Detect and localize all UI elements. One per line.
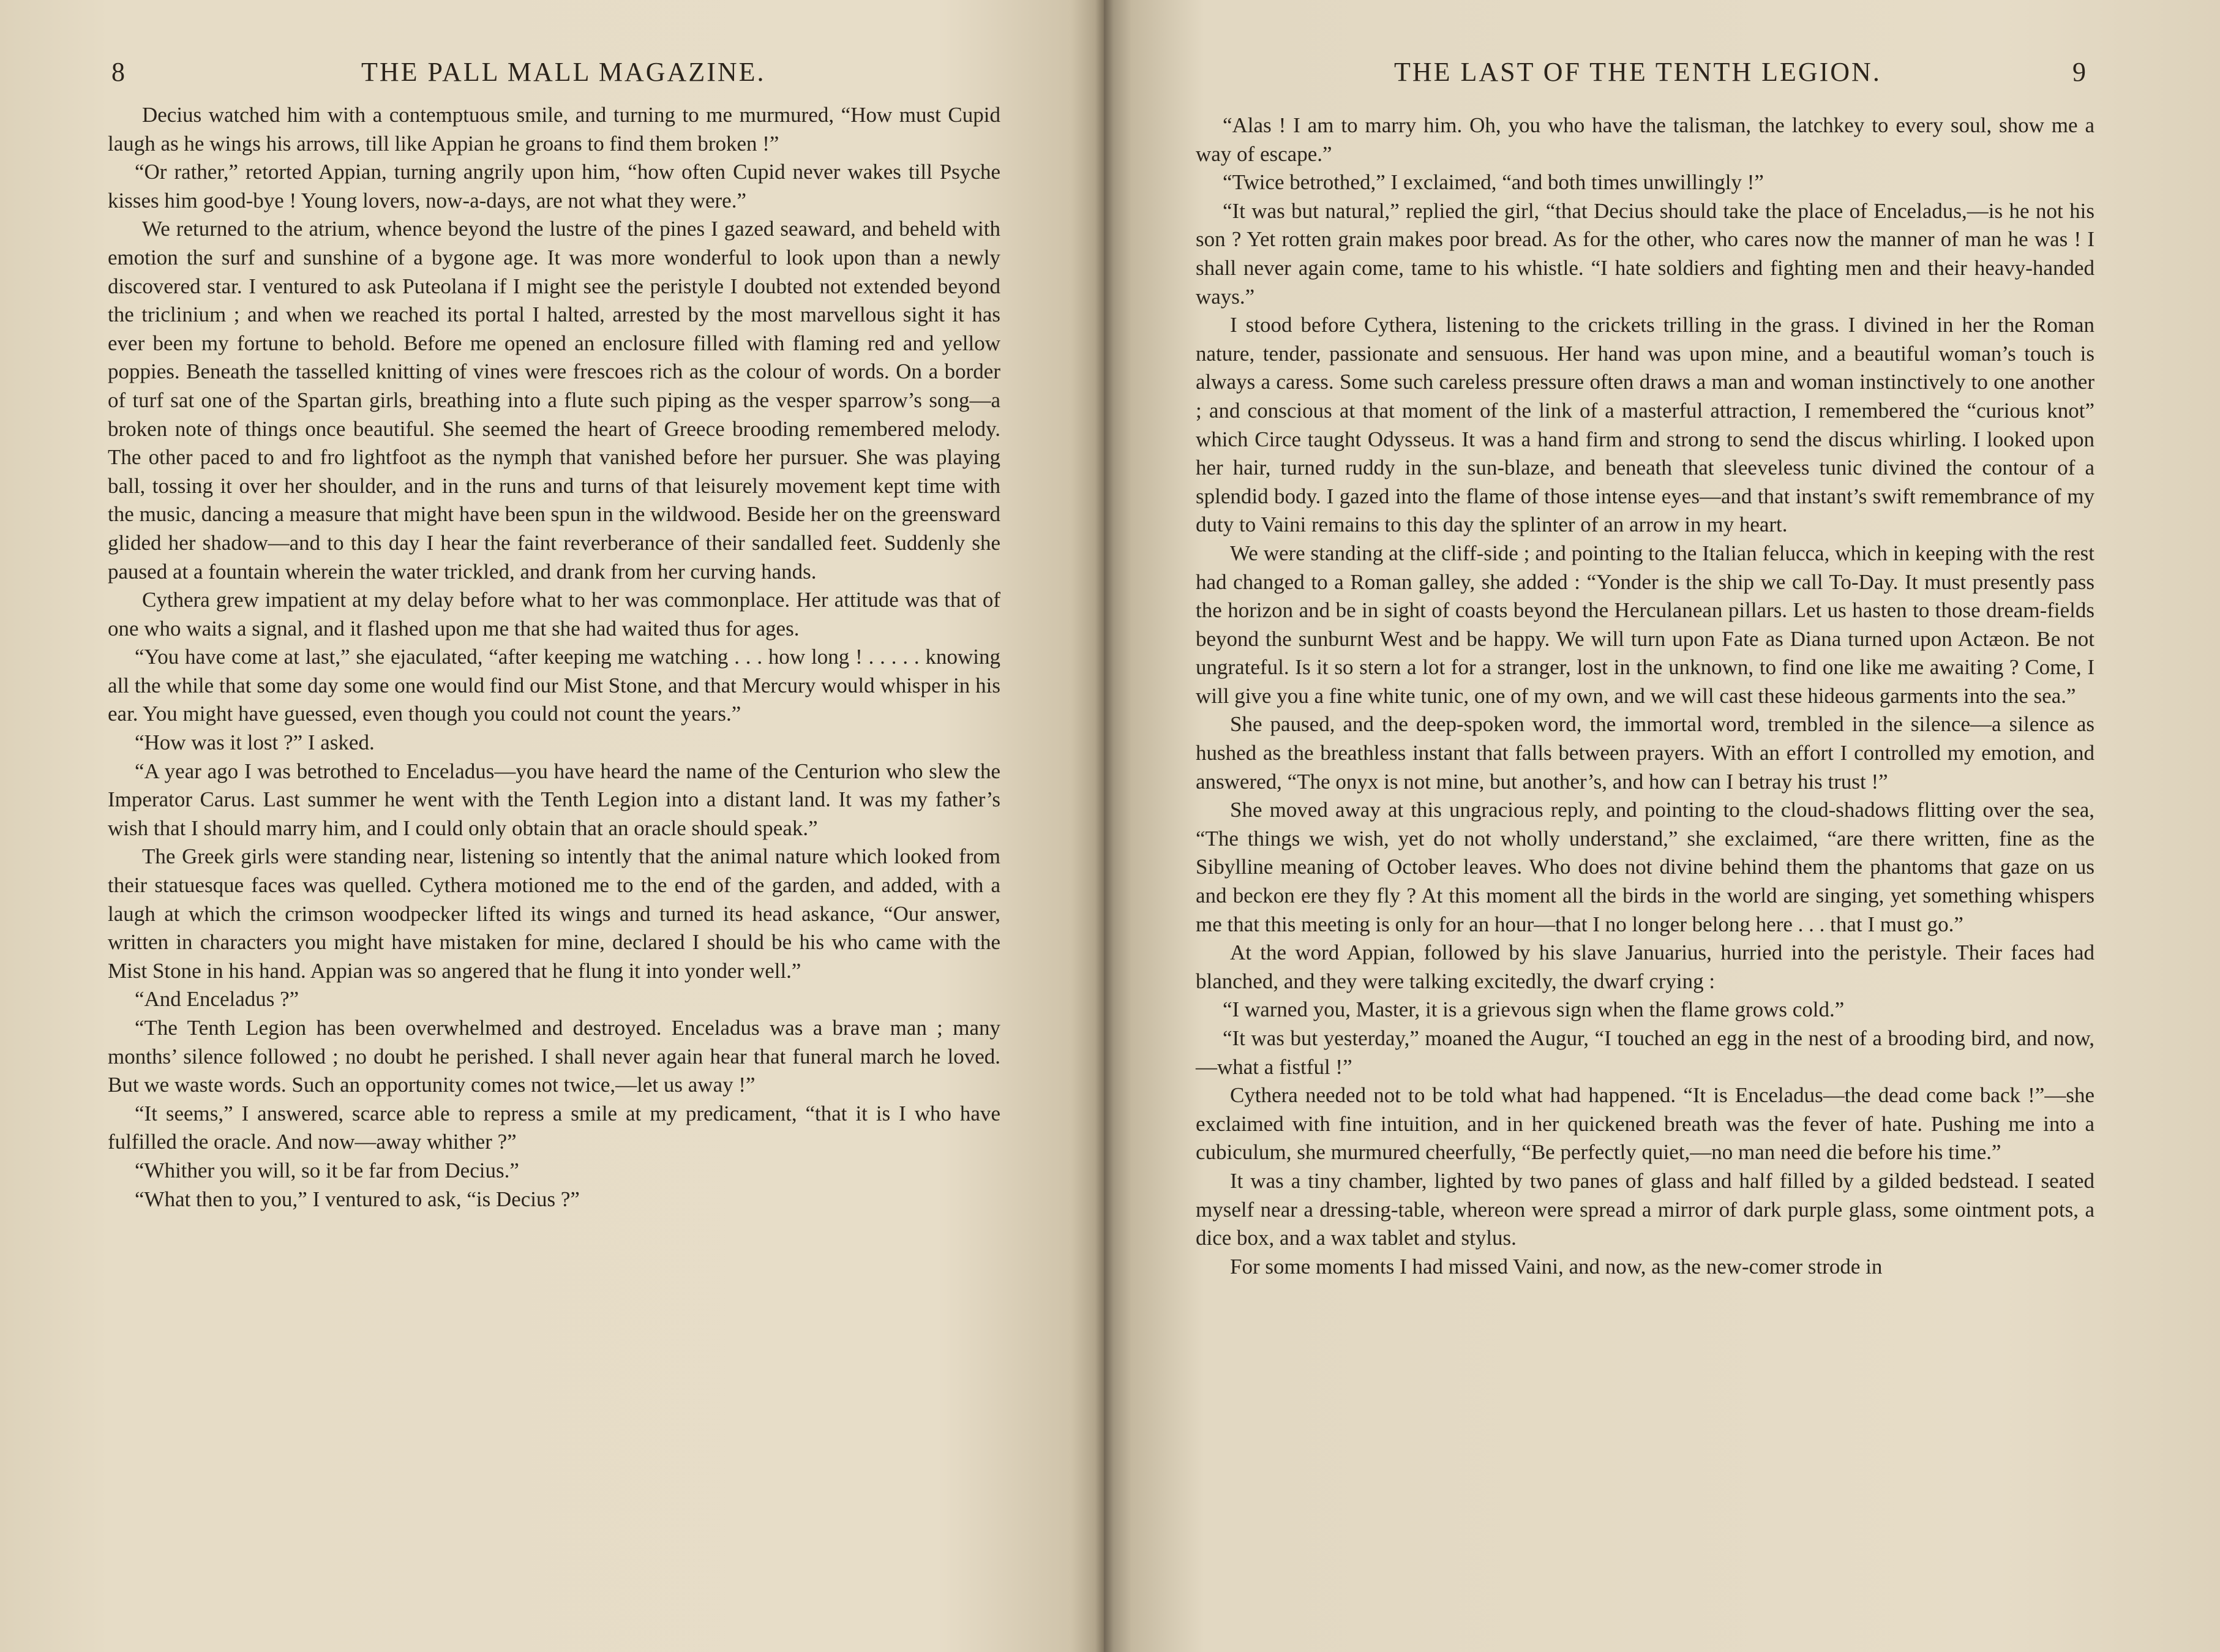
paragraph: She paused, and the deep-spoken word, the immortal word, trembled in the silence—a silence as hushed as the breathless instant that falls between prayers. With an effort I controlled my emotion, and answered, “The onyx is not mine, but another’s, and how can I betray his trust !” — [1196, 712, 2094, 794]
paragraph: “How was it lost ?” I asked. — [135, 730, 375, 755]
left-page — [0, 0, 1104, 1652]
paragraph: It was a tiny chamber, lighted by two panes of glass and half filled by a gilded bedstead. I seated myself near a dressing-table, whereon were spread a mirror of dark purple glass, some ointment pots, a dice box, and a wax tablet and stylus. — [1196, 1168, 2094, 1250]
paragraph: “Whither you will, so it be far from Decius.” — [135, 1158, 519, 1182]
book-gutter — [1095, 0, 1114, 1652]
paragraph: “Alas ! I am to marry him. Oh, you who have the talisman, the latchkey to every soul, show me a way of escape.” — [1196, 113, 2094, 166]
paragraph: “Or rather,” retorted Appian, turning angrily upon him, “how often Cupid never wakes till Psyche kisses him good-bye ! Young lovers, now-a-days, are not what they were.” — [108, 160, 1000, 212]
paragraph: Cythera needed not to be told what had happened. “It is Enceladus—the dead come back !”—she exclaimed with fine intuition, and in her quickened breath was the fever of hate. Pushing me into a cubiculum, she murmured cheerfully, “Be perfectly quiet,—no man need die before his time.” — [1196, 1083, 2094, 1165]
paragraph: “You have come at last,” she ejaculated, “after keeping me watching . . . how long ! . . . . . knowing all the while that some day some one would find our Mist Stone, and that Mercury would whisper in his ear. You might have guessed, even though you could not count the years.” — [108, 645, 1000, 726]
paragraph: “A year ago I was betrothed to Enceladus—you have heard the name of the Centurion who slew the Imperator Carus. Last summer he went with the Tenth Legion into a distant land. It was my father’s wish that I should marry him, and I could only obtain that an oracle should speak.” — [108, 759, 1000, 840]
body-text — [108, 101, 1000, 1214]
paragraph: “I warned you, Master, it is a grievous sign when the flame grows cold.” — [1223, 997, 1845, 1022]
page-number: 9 — [2072, 57, 2086, 87]
paragraph: Cythera grew impatient at my delay before what to her was commonplace. Her attitude was that of one who waits a signal, and it flashed upon me that she had waited thus for ages. — [108, 588, 1000, 640]
paragraph: “The Tenth Legion has been overwhelmed and destroyed. Enceladus was a brave man ; many months’ silence followed ; no doubt he perished. I shall never again hear that funeral march he loved. But we waste words. Such an opportunity comes not twice,—let us away !” — [108, 1016, 1000, 1097]
paragraph: “Twice betrothed,” I exclaimed, “and both times unwillingly !” — [1223, 170, 1764, 195]
body-text — [1196, 111, 2094, 1281]
running-header: THE PALL MALL MAGAZINE. — [361, 57, 766, 87]
paragraph: “What then to you,” I ventured to ask, “is Decius ?” — [135, 1187, 580, 1211]
paragraph: We were standing at the cliff-side ; and pointing to the Italian felucca, which in keeping with the rest had changed to a Roman galley, she added : “Yonder is the ship we call To-Day. It must presently pass the horizon and be in sight of coasts beyond the Herculanean pillars. Let us hasten to those dream-fields beyond the sunburnt West and be happy. We will turn upon Fate as Diana turned upon Actæon. Be not ungrateful. Is it so stern a lot for a stranger, lost in the unknown, to find one like me awaiting ? Come, I will give you a fine white tunic, one of my own, and we will cast these hideous garments into the sea.” — [1196, 541, 2094, 708]
paragraph: “And Enceladus ?” — [135, 987, 299, 1012]
paragraph: Decius watched him with a contemptuous smile, and turning to me murmured, “How must Cupid laugh as he wings his arrows, till like Appian he groans to find them broken !” — [108, 103, 1000, 156]
right-page — [1104, 0, 2220, 1652]
paragraph: She moved away at this ungracious reply, and pointing to the cloud-shadows flitting over the sea, “The things we wish, yet do not wholly understand,” she exclaimed, “are there written, fine as the Sibylline meaning of October leaves. Who does not divine behind them the phantoms that gaze on us and beckon ere they fly ? At this moment all the birds in the world are singing, yet something whispers me that this meeting is only for an hour—that I no longer belong here . . . that I must go.” — [1196, 798, 2094, 936]
paragraph: “It was but natural,” replied the girl, “that Decius should take the place of Enceladus,—is he not his son ? Yet rotten grain makes poor bread. As for the other, who cares now the manner of man he was ! I shall never again come, tame to his whistle. “I hate soldiers and fighting men and their heavy-handed ways.” — [1196, 198, 2094, 309]
paragraph: The Greek girls were standing near, listening so intently that the animal nature which looked from their statuesque faces was quelled. Cythera motioned me to the end of the garden, and added, with a laugh at which the crimson woodpecker lifted its wings and turned its head askance, “Our answer, written in characters you might have mistaken for mine, declared I should be his who came with the Mist Stone in his hand. Appian was so angered that he flung it into yonder well.” — [108, 844, 1000, 983]
paragraph: We returned to the atrium, whence beyond the lustre of the pines I gazed seaward, and beheld with emotion the surf and sunshine of a bygone age. It was more wonderful to look upon than a newly discovered star. I ventured to ask Puteolana if I might see the peristyle I doubted not extended beyond the triclinium ; and when we reached its portal I halted, arrested by the most marvellous sight it has ever been my fortune to behold. Before me opened an enclosure filled with flaming red and yellow poppies. Beneath the tasselled knitting of vines were frescoes rich as the colour of words. On a border of turf sat one of the Spartan girls, breathing into a flute such piping as the vesper sparrow’s song—a broken note of things once beautiful. She seemed the heart of Greece brooding remembered melody. The other paced to and fro lightfoot as the nymph that vanished before her pursuer. She was playing ball, tossing it over her shoulder, and in the runs and turns of that leisurely movement kept time with the music, dancing a measure that might have been spun in the wildwood. Beside her on the greensward glided her shadow—and to this day I hear the faint reverberance of their sandalled feet. Suddenly she paused at a fountain wherein the water trickled, and drank from her curving hands. — [108, 217, 1000, 584]
paragraph: “It seems,” I answered, scarce able to repress a smile at my predicament, “that it is I who have fulfilled the oracle. And now—away whither ?” — [108, 1101, 1000, 1154]
paragraph: I stood before Cythera, listening to the crickets trilling in the grass. I divined in her the Roman nature, tender, passionate and sensuous. Her hand was upon mine, and a beautiful woman’s touch is always a caress. Some such careless pressure often draws a man and woman instinctively to one another ; and conscious at that moment of the link of a masterful attraction, I remembered the “curious knot” which Circe taught Odysseus. It was a hand firm and strong to send the discus whirling. I looked upon her hair, turned ruddy in the sun-blaze, and beneath that sleeveless tunic divined the contour of a splendid body. I gazed into the flame of those intense eyes—and that instant’s swift remembrance of my duty to Vaini remains to this day the splinter of an arrow in my heart. — [1196, 313, 2094, 537]
paragraph: At the word Appian, followed by his slave Januarius, hurried into the peristyle. Their faces had blanched, and they were talking excitedly, the dwarf crying : — [1196, 941, 2094, 993]
paragraph: “It was but yesterday,” moaned the Augur, “I touched an egg in the nest of a brooding bird, and now,—what a fistful !” — [1196, 1026, 2094, 1079]
running-header: THE LAST OF THE TENTH LEGION. — [1394, 57, 1881, 87]
page-number: 8 — [111, 57, 125, 87]
paragraph: For some moments I had missed Vaini, and now, as the new-comer strode in — [1230, 1254, 1883, 1278]
